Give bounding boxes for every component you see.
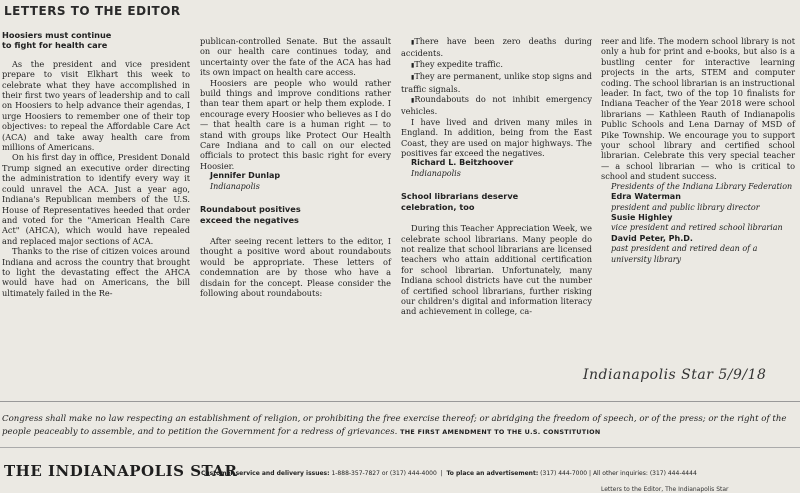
contact-info: Customer service and delivery issues: 1-888-357-7827 or (317) 444-4000 | To place an advertisement: (317) 444-7000 | All other inquiries: (317) 444-4444 [201, 470, 697, 477]
letter2-bullet: ▮ They expedite traffic. [401, 59, 592, 71]
column-2 [200, 36, 391, 298]
letter1-paragraph: As the president and vice president prepare to visit Elkhart this week to celebrate what they have accomplished in their first two years of leadership and to call on Hoosiers to help advance their agendas, I urge Hoosiers to remember one of their top objectives: to repeal the Affordable Care Act (ACA) and take away health care from millions of Americans. [2, 58, 190, 153]
letter2-intro: After seeing recent letters to the editor, I thought a positive word about roundabouts would be appropriate. These letters of condemnation are by those who have a disdain for the concept. Please consider the following about roundabouts: [200, 235, 391, 298]
letter3-signer-role: vice president and retired school librarian [611, 223, 783, 233]
letter1-headline-1: Hoosiers must continue [2, 30, 112, 40]
letter3-signer-name: Susie Highley [611, 212, 673, 222]
column-3 [401, 36, 592, 317]
customer-service-phone: 1-888-357-7827 or (317) 444-4000 [331, 470, 437, 477]
letter3-headline-1: School librarians deserve [401, 191, 519, 202]
letter3-org: Presidents of the Indiana Library Federation [611, 181, 793, 191]
letter2-headline-1: Roundabout positives [200, 204, 301, 215]
letter2-city: Indianapolis [411, 168, 461, 178]
letter3-paragraph: During this Teacher Appreciation Week, we celebrate school librarians. Many people do not realize that school librarians are licensed teachers who attain additional certification for school librarian. Unfortunately, many Indiana school districts have cut the number of certified school librarians, further risking our children's digital and information literacy and achievement in college, ca- [401, 223, 592, 317]
letter1-paragraph: On his first day in office, President Donald Trump signed an executive order directing the administration to identify every way it could unravel the ACA. Just a year ago, Indiana's Republican members of the U.S. House of Representatives heeded that order and voted for the "American Health Care Act" (AHCA), which would have repealed and replaced major sections of ACA. [2, 152, 190, 246]
advertisement-label: To place an advertisement: [446, 470, 539, 477]
column-1 [2, 30, 190, 298]
letter2-bullet: ▮ Roundabouts do not inhibit emergency vehicles. [401, 94, 592, 117]
letter3-signer-name: David Peter, Ph.D. [611, 233, 693, 243]
handwritten-note: Indianapolis Star 5/9/18 [583, 367, 767, 383]
letter3-signer-role: past president and retired dean of a university library [611, 244, 758, 264]
masthead-logo: THE INDIANAPOLIS STAR [4, 462, 238, 480]
column-4 [601, 36, 795, 265]
letter1-city: Indianapolis [210, 181, 260, 191]
letter2-bullet: ▮ They are permanent, unlike stop signs and traffic signals. [401, 71, 592, 94]
letter1-paragraph-cont: Hoosiers are people who would rather build things and improve conditions rather than tear them apart or help them explode. I encourage every Hoosier who believes as I do — that health care is a human right — to stand with groups like Protect Our Health Care Indiana and to call on our elected officials to protect this basic right for every Hoosier. [200, 77, 391, 171]
first-amendment-source: THE FIRST AMENDMENT TO THE U.S. CONSTITUTION [400, 428, 601, 436]
letter1-paragraph: Thanks to the rise of citizen voices around Indiana and across the country that brought to light the devastating effect the AHCA would have had on Americans, the bill ultimately failed in the Re- [2, 246, 190, 298]
letter3-headline-2: celebration, too [401, 201, 475, 212]
other-inquiries-phone: (317) 444-4444 [649, 470, 697, 477]
section-title: LETTERS TO THE EDITOR [4, 4, 181, 18]
letter2-closing: I have lived and driven many miles in England. In addition, being from the East Coast, they are used on major highways. The positives far exceed the negatives. [401, 116, 592, 159]
first-amendment-quote [2, 413, 800, 439]
divider [0, 447, 800, 448]
customer-service-label: Customer service and delivery issues: [201, 470, 330, 477]
other-inquiries-label: All other inquiries: [592, 470, 648, 477]
letter3-paragraph-cont: reer and life. The modern school library is not only a hub for print and e-books, but also is a bustling center for interactive learning projects in the arts, STEM and computer coding. The school librarian is an instructional leader. In fact, two of the top 10 finalists for Indiana Teacher of the Year 2018 were school librarians — Kathleen Rauth of Indianapolis Public Schools and Lena Darnay of MSD of Pike Township. We encourage you to support your school library and certified school librarian. Celebrate this very special teacher — a school librarian — who is critical to school and student success. [601, 36, 795, 182]
letter3-signer-name: Edra Waterman [611, 192, 681, 202]
letter2-headline-2: exceed the negatives [200, 214, 299, 225]
letter2-signer: Richard L. Beitzhoover [411, 158, 514, 168]
letter3-signer-role: president and public library director [611, 202, 760, 212]
footer-partial-text: Letters to the Editor, The Indianapolis Star [601, 486, 729, 493]
advertisement-phone: (317) 444-7000 [540, 470, 588, 477]
letter2-bullet: ▮ There have been zero deaths during accidents. [401, 36, 592, 59]
letter1-signer: Jennifer Dunlap [210, 171, 281, 181]
first-amendment-text: Congress shall make no law respecting an establishment of religion, or prohibiting the free exercise thereof; or abridging the freedom of speech, or of the press; or the right of the people peaceably to assemble, and to petition the Government for a redress of grievances. [2, 414, 787, 437]
letter1-headline-2: to fight for health care [2, 40, 108, 51]
letter1-paragraph-cont: publican-controlled Senate. But the assault on our health care continues today, and uncertainty over the fate of the ACA has had its own impact on health care access. [200, 36, 391, 78]
divider [0, 401, 800, 402]
